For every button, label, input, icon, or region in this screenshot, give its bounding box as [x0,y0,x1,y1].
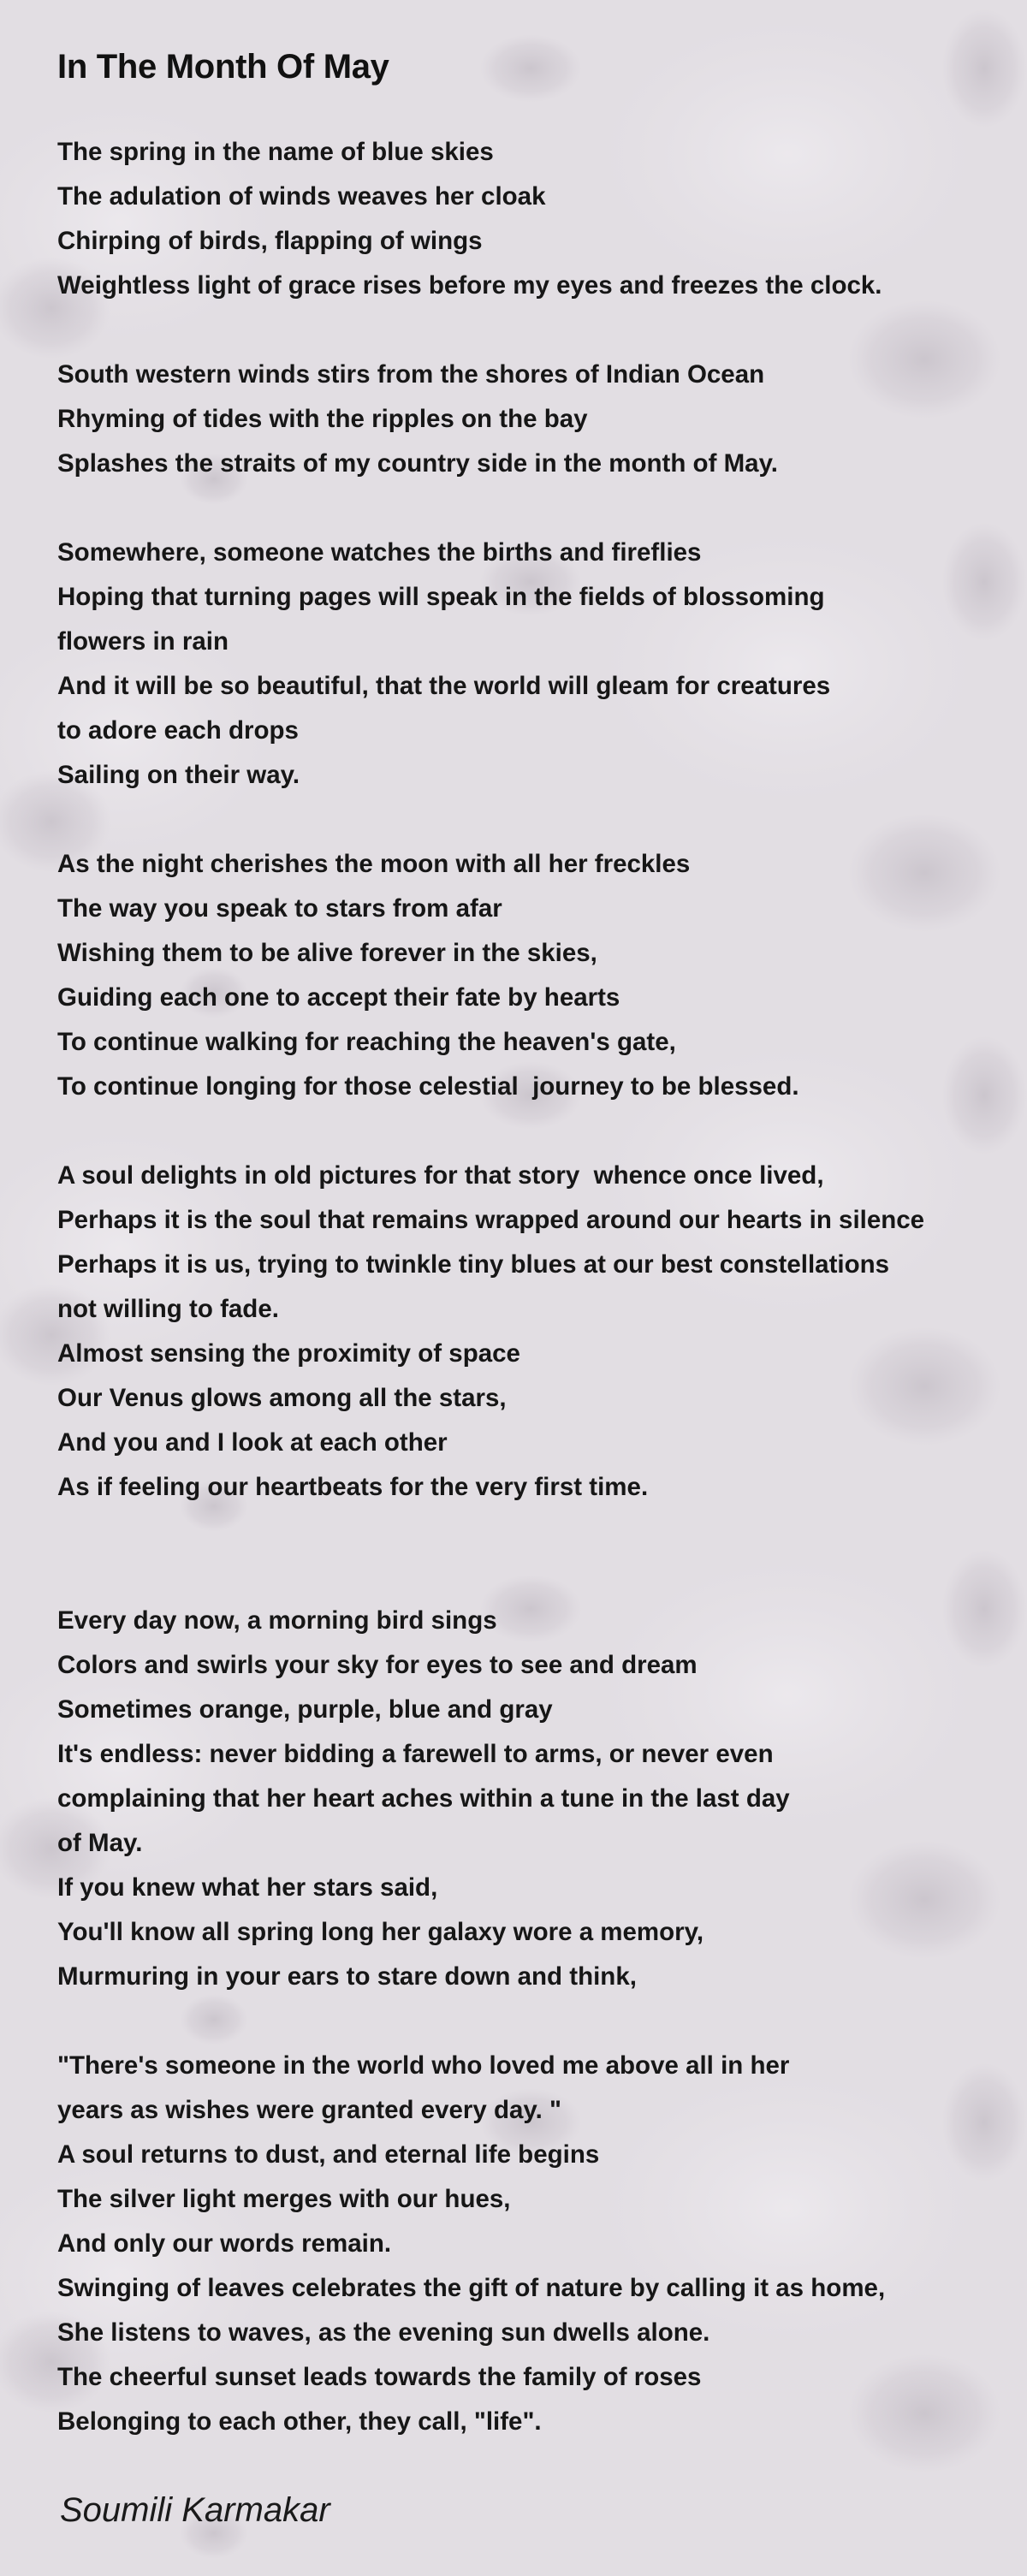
poem-line: Murmuring in your ears to stare down and think, [57,1962,637,1991]
poem-line: Sailing on their way. [57,761,300,789]
poem-line: A soul delights in old pictures for that story whence once lived, [57,1161,824,1190]
poem-body [57,130,1020,2489]
poem-line: Perhaps it is us, trying to twinkle tiny blues at our best constellations [57,1250,890,1279]
poem-line: She listens to waves, as the evening sun dwells alone. [57,2318,710,2347]
poem-line: Rhyming of tides with the ripples on the bay [57,405,588,433]
poem-line: The adulation of winds weaves her cloak [57,182,546,211]
poem-line: As the night cherishes the moon with all her freckles [57,850,691,878]
poem-line: Perhaps it is the soul that remains wrapped around our hearts in silence [57,1206,925,1234]
poem-line: "There's someone in the world who loved me above all in her [57,2051,790,2080]
poem-line: If you knew what her stars said, [57,1873,438,1902]
poem-line: South western winds stirs from the shores of Indian Ocean [57,360,765,389]
poem-line: To continue longing for those celestial journey to be blessed. [57,1072,799,1101]
poem-line: Hoping that turning pages will speak in the fields of blossoming [57,583,825,611]
stanza-3 [57,531,1020,798]
stanza-4 [57,842,1020,1109]
poem-line: years as wishes were granted every day. " [57,2096,562,2124]
poem-line: of May. [57,1829,143,1857]
poem-line: The spring in the name of blue skies [57,138,494,166]
poem-line: Sometimes orange, purple, blue and gray [57,1695,553,1724]
poem-line: You'll know all spring long her galaxy wore a memory, [57,1918,704,1946]
stanza-7 [57,2044,1020,2444]
poem-line: As if feeling our heartbeats for the very first time. [57,1473,649,1501]
stanza-2 [57,353,1020,486]
poem-line: Almost sensing the proximity of space [57,1339,520,1368]
poem-line: The cheerful sunset leads towards the family of roses [57,2363,702,2391]
poem-line: Wishing them to be alive forever in the skies, [57,939,597,967]
poem-title: In The Month Of May [57,48,389,86]
poem-line: It's endless: never bidding a farewell to arms, or never even [57,1740,774,1768]
poem-line: A soul returns to dust, and eternal life begins [57,2140,600,2169]
poem-line: To continue walking for reaching the heaven's gate, [57,1028,676,1056]
poem-line: Splashes the straits of my country side in the month of May. [57,449,778,478]
stanza-5 [57,1154,1020,1510]
poem-line: And only our words remain. [57,2229,392,2258]
poem-line: And it will be so beautiful, that the world will gleam for creatures [57,672,831,700]
poem-line: Colors and swirls your sky for eyes to see and dream [57,1651,698,1679]
poem-line: Weightless light of grace rises before my eyes and freezes the clock. [57,271,882,300]
stanza-6 [57,1599,1020,1999]
poem-line: And you and I look at each other [57,1428,448,1457]
poem-line: Chirping of birds, flapping of wings [57,227,483,255]
poem-line: Our Venus glows among all the stars, [57,1384,507,1412]
poem-line: Somewhere, someone watches the births and fireflies [57,538,702,567]
poem-line: to adore each drops [57,716,299,745]
poem-line: not willing to fade. [57,1295,279,1323]
poem-line: Swinging of leaves celebrates the gift of nature by calling it as home, [57,2274,886,2302]
poem-author: Soumili Karmakar [60,2491,330,2529]
poem-line: flowers in rain [57,627,229,656]
poem-line: The silver light merges with our hues, [57,2185,511,2213]
stanza-1 [57,130,1020,308]
poem-line: Every day now, a morning bird sings [57,1606,497,1635]
poem-line: Guiding each one to accept their fate by hearts [57,983,620,1012]
poem-line: complaining that her heart aches within a tune in the last day [57,1784,790,1813]
poem-line: The way you speak to stars from afar [57,894,502,923]
poem-line: Belonging to each other, they call, "life". [57,2407,542,2436]
